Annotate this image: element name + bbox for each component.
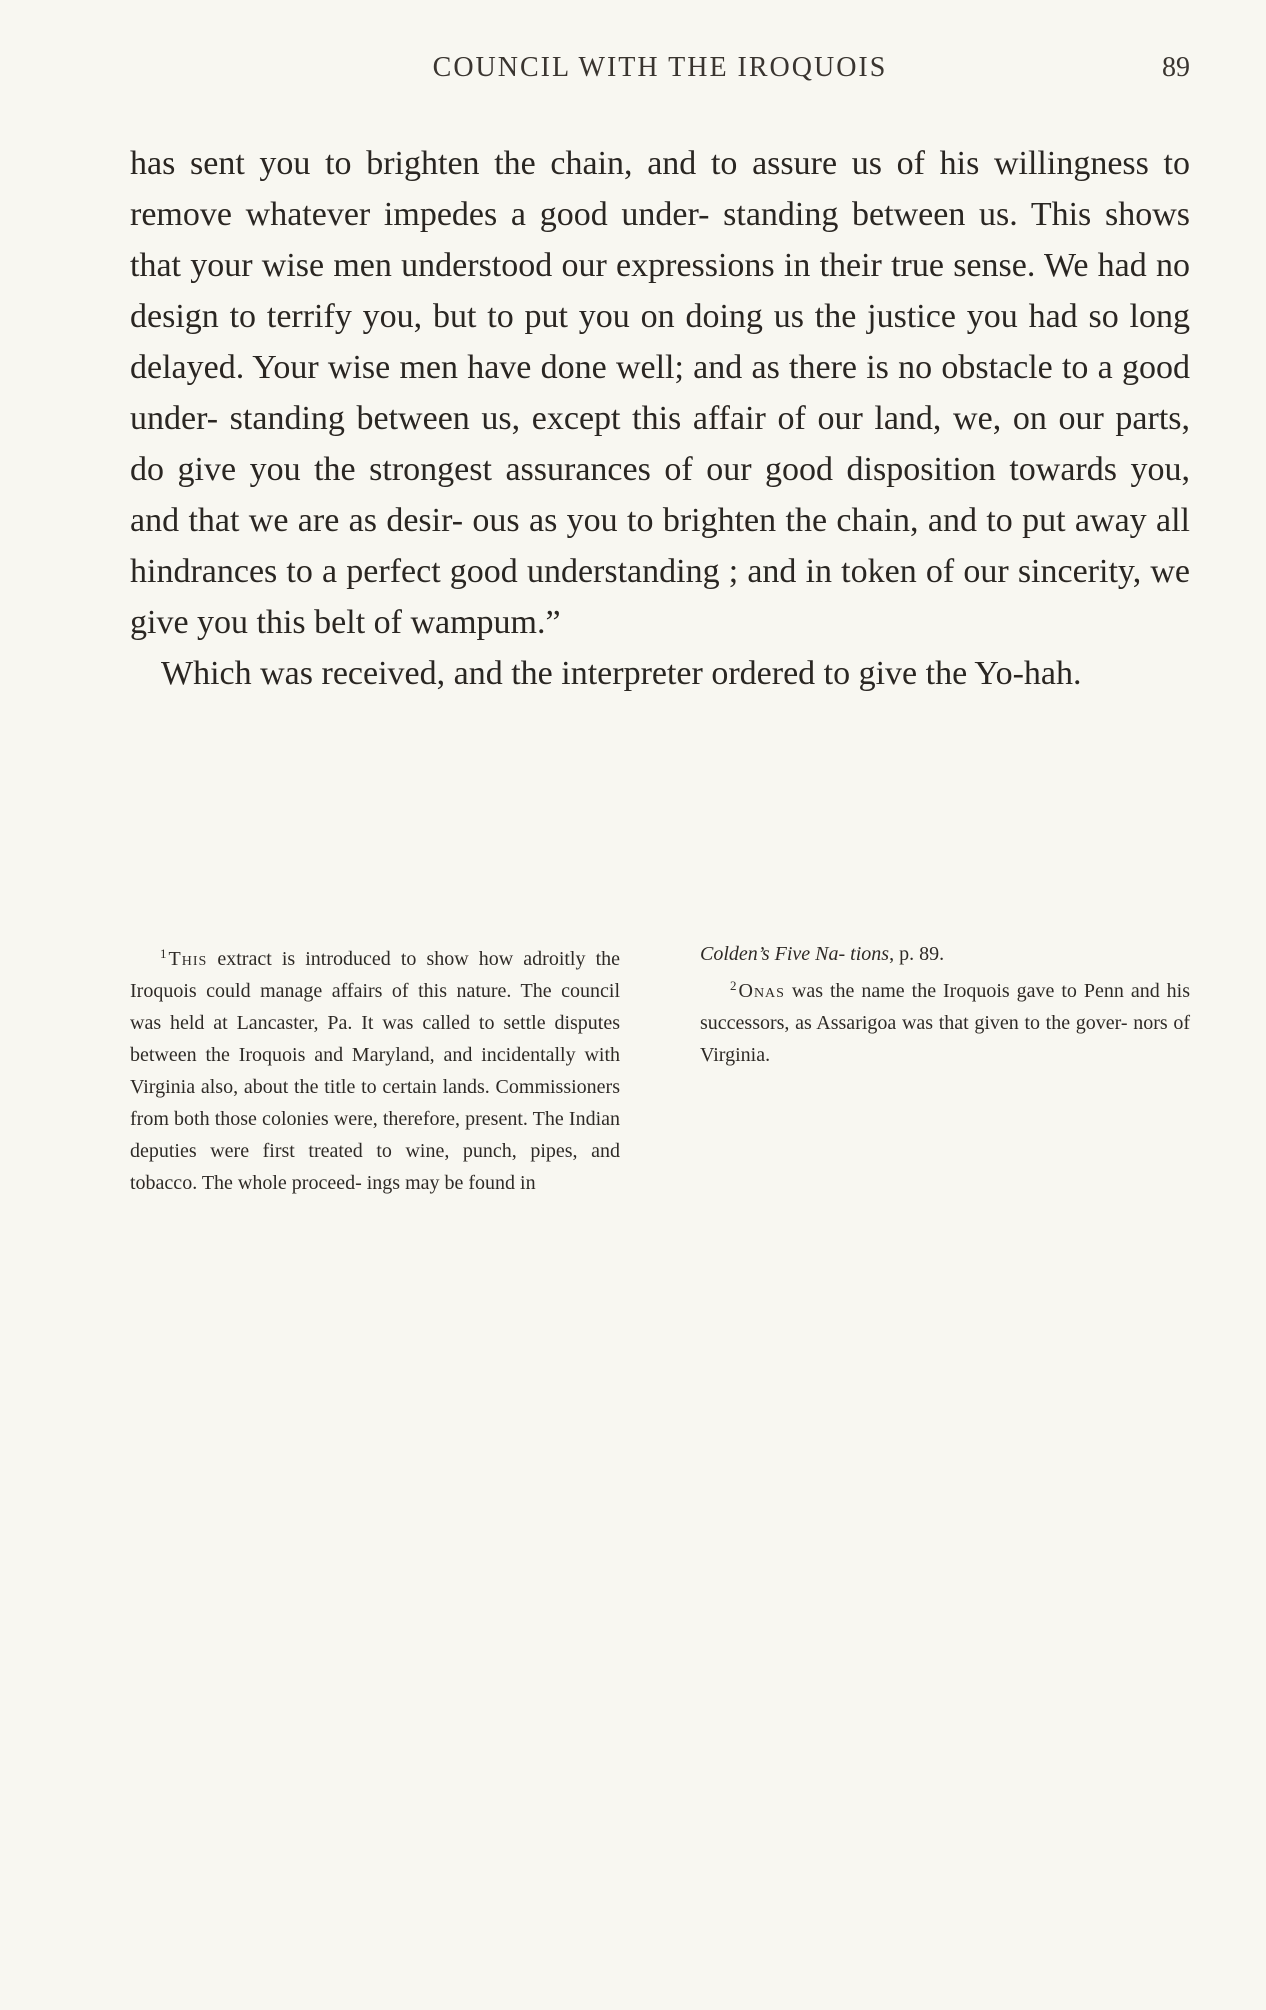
footnotes <box>130 938 1190 1199</box>
footnote-2-text: was the name the Iroquois gave to Penn and his successors, as Assarigoa was that given to the gover- nors of Virginia. <box>700 980 1190 1066</box>
page-number: 89 <box>1162 52 1190 83</box>
paragraph-2: Which was received, and the interpreter ordered to give the Yo-hah. <box>161 655 1082 692</box>
footnote-1-marker: 1 <box>160 946 167 961</box>
footnote-column-right <box>700 938 1190 1199</box>
footnote-2 <box>700 970 1190 1071</box>
footnote-1-lead: This <box>168 948 208 970</box>
footnote-1-citation: Colden’s Five Na- tions <box>700 943 890 965</box>
running-title: COUNCIL WITH THE IROQUOIS <box>432 52 888 83</box>
footnote-2-lead: Onas <box>738 980 785 1002</box>
running-head <box>130 52 1190 92</box>
footnote-1 <box>130 938 620 1199</box>
footnote-2-marker: 2 <box>730 978 737 993</box>
footnote-1-continued <box>700 938 1190 970</box>
body-text <box>130 138 1190 699</box>
footnote-1-citation-page: , p. 89. <box>889 943 945 965</box>
paragraph-1: has sent you to brighten the chain, and to assure us of his willingness to remove whatever impedes a good under- standing between us. This shows that your wise men understood our expressions in their true sense. We had no design to terrify you, but to put you on doing us the justice you had so long delayed. Your wise men have done well; and as there is no obstacle to a good under- standing between us, except this affair of our land, we, on our parts, do give you the strongest assurances of our good disposition towards you, and that we are as desir- ous as you to brighten the chain, and to put away all hindrances to a perfect good understanding ; and in token of our sincerity, we give you this belt of wampum.” <box>130 145 1190 641</box>
footnote-column-left <box>130 938 620 1199</box>
footnote-1-text: extract is introduced to show how adroitly the Iroquois could manage affairs of this nature. The council was held at Lancaster, Pa. It was called to settle disputes between the Iroquois and Maryland, and incidentally with Virginia also, about the title to certain lands. Commissioners from both those colonies were, therefore, present. The Indian deputies were first treated to wine, punch, pipes, and tobacco. The whole proceed- ings may be found in <box>130 948 620 1194</box>
